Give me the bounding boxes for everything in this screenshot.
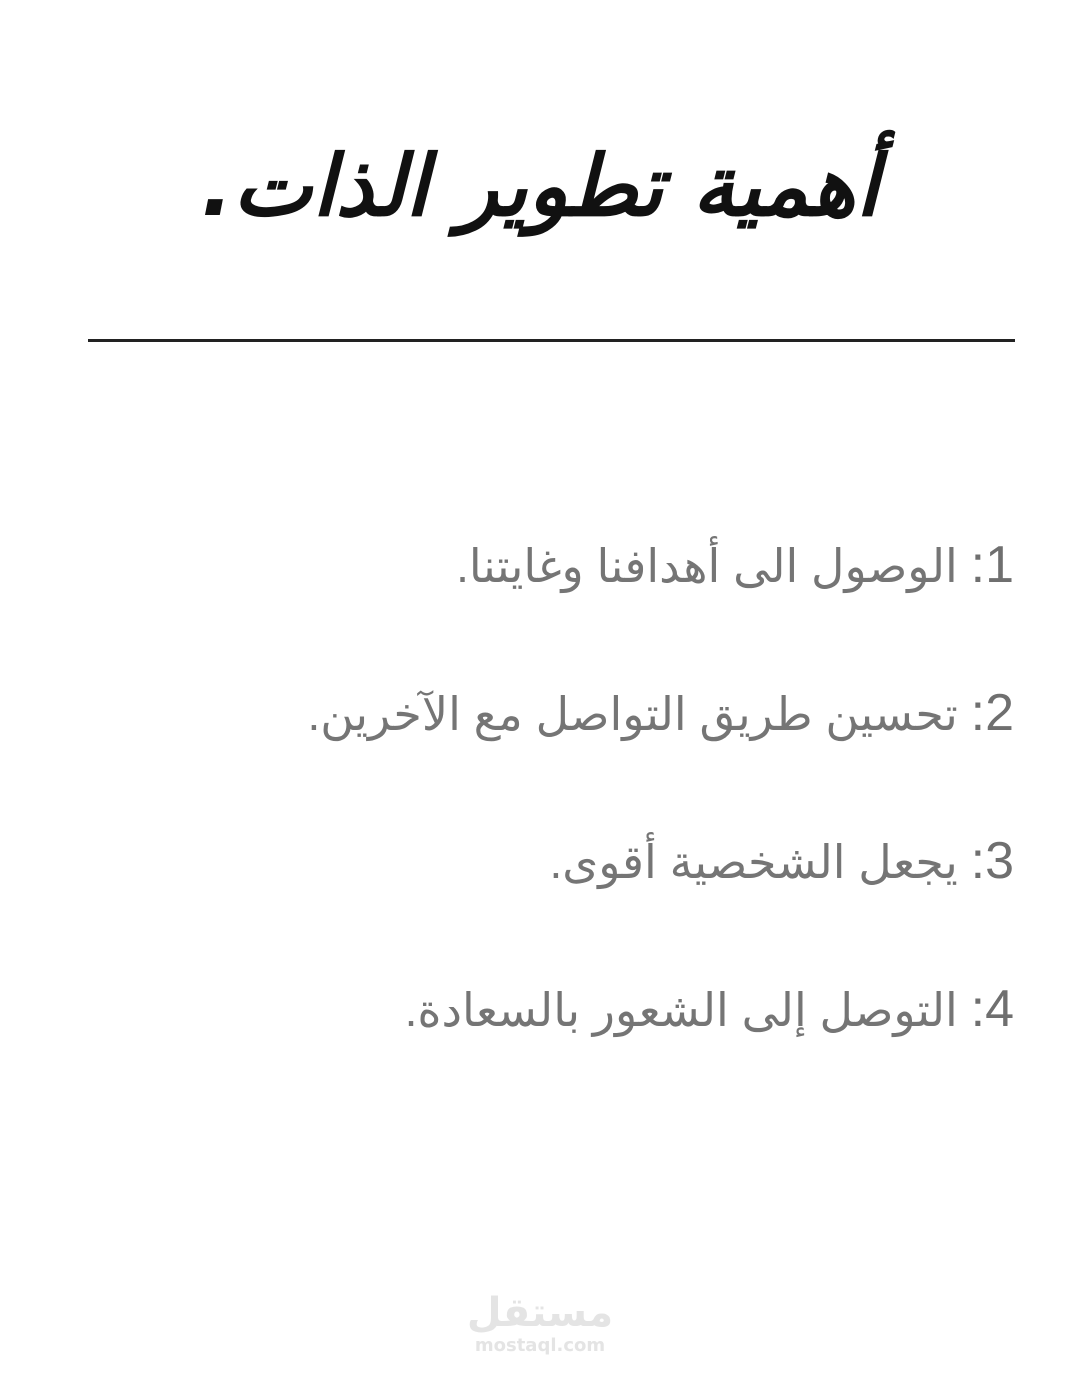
item-number: 1: [970, 536, 1014, 594]
benefits-list [114, 530, 1014, 1122]
watermark-logo-text: مستقل [466, 1290, 614, 1336]
list-item [114, 678, 1014, 826]
watermark-domain: mostaql.com [474, 1335, 606, 1356]
list-item [114, 530, 1014, 678]
item-text: التوصل إلى الشعور بالسعادة. [404, 984, 958, 1036]
item-text: يجعل الشخصية أقوى. [549, 836, 958, 888]
item-number: 4: [970, 980, 1014, 1038]
item-text: الوصول الى أهدافنا وغايتنا. [456, 540, 958, 592]
page-title: أهمية تطوير الذات. [201, 137, 879, 236]
title-divider [88, 339, 1015, 342]
item-number: 3: [970, 832, 1014, 890]
item-number: 2: [970, 684, 1014, 742]
item-text: تحسين طريق التواصل مع الآخرين. [307, 688, 958, 740]
list-item [114, 974, 1014, 1122]
mostaql-watermark [455, 1290, 625, 1356]
list-item [114, 826, 1014, 974]
